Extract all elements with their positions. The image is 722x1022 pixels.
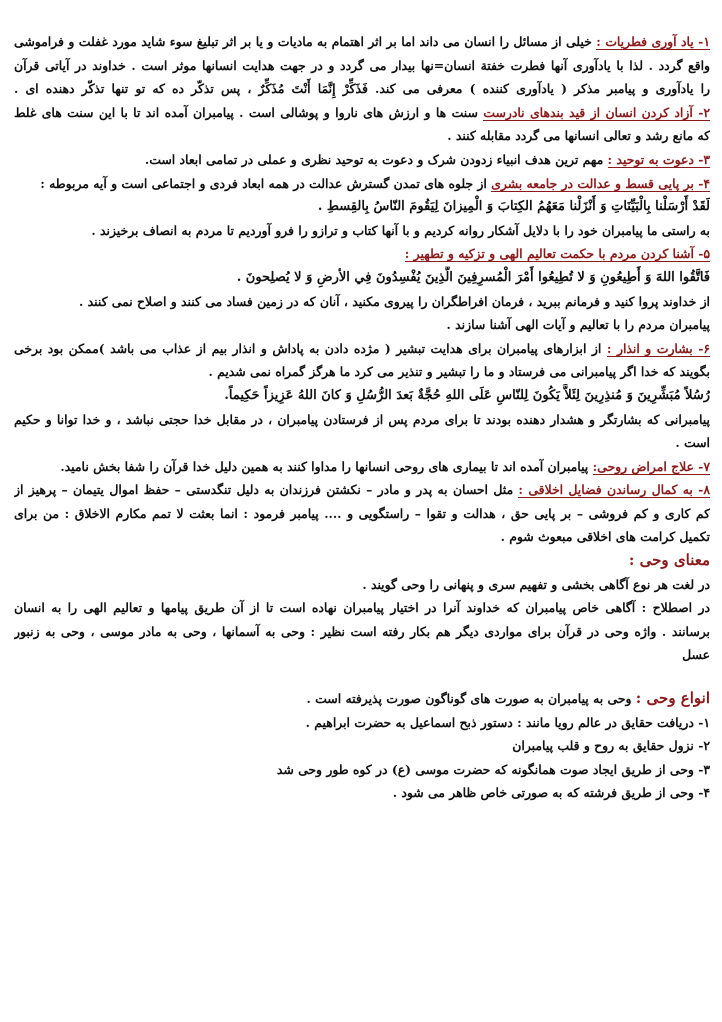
item-1-line-2: واقع گردد . لذا با یادآوری آنها فطرت خفتة انسان=نها بیدار می گردد و در جهت هدایت انسانها موثر است . خداوند در آیاتی قرآن <box>14 57 710 73</box>
meaning-heading: معنای وحی : <box>628 551 710 570</box>
item-7-line-1: ۷- علاج امراض روحی: پیامبران آمده اند تا بیماری های روحی انسانها را مداوا کنند به همین دلیل خدا قرآن را شفا بخش نامید. <box>60 458 710 474</box>
meaning-line-4: عسل <box>682 647 710 663</box>
item-5-line-3: پیامبران مردم را با تعالیم و آیات الهی آشنا سازند . <box>446 317 710 333</box>
item-6-line-5: است . <box>675 435 710 451</box>
item-8-line-3: تکمیل کرامت های اخلاقی مبعوث شوم . <box>500 529 710 545</box>
item-8-line-2: کم کاری و کم فروشی – بر پایی حق ، هدالت و تقوا – راستگویی و .... پیامبر فرمود : انما بعثت لا تمم مکارم الاخلاق : من برای <box>14 505 710 521</box>
item-7-title: ۷- علاج امراض روحی: <box>592 458 710 474</box>
item-5-verse: فَاتَّقُوا اللهَ وَ أَطِيعُونِ وَ لا تُطِيعُوا أَمْرَ الْمُسرِفِينَ الَّذِينَ يُفْسِدُونَ فِي الأرضِ وَ لا يُصلِحونَ . <box>236 269 710 285</box>
item-2-title: ۲- آزاد کردن انسان از قید بندهای نادرست <box>483 104 710 120</box>
item-6-title: ۶- بشارت و انذار : <box>606 340 710 356</box>
types-heading: انواع وحی : <box>635 689 710 708</box>
item-6-line-1: ۶- بشارت و انذار : از ابزارهای پیامبران برای هدایت تبشیر ( مژده دادن به پاداش و انذار بیم از عذاب می باشد )ممکن بود برخی <box>14 340 710 356</box>
types-heading-line <box>14 687 710 711</box>
item-4-line-1: ۴- بر پایی قسط و عدالت در جامعه بشری از جلوه های تمدن گسترش عدالت در همه ابعاد فردی و اجتماعی است و آیه مربوطه : <box>40 175 710 191</box>
types-line-3: ۳- وحی از طریق ایجاد صوت همانگونه که حضرت موسی (ع) در کوه طور وحی شد <box>276 761 710 777</box>
item-2-line-2: که مانع رشد و تعالی انسانها می گردد مقابله کنند . <box>447 128 710 144</box>
item-8-title: ۸- به کمال رساندن فضایل اخلاقی : <box>518 482 710 498</box>
types-line-1: ۱- دریافت حقایق در عالم رویا مانند : دستور ذبح اسماعیل به حضرت ابراهیم . <box>305 714 710 730</box>
item-2-line-1: ۲- آزاد کردن انسان از قید بندهای نادرست سنت ها و ارزش های ناروا و پوشالی است . پیامبران آمده اند تا با این سنت های غلط <box>14 104 710 120</box>
item-4-translation: به راستی ما پیامبران خود را با دلایل آشکار روانه کردیم و با آنها کتاب و ترازو را فرو آوردیم تا مردم به انصاف برخیزند . <box>91 222 710 238</box>
item-3-line-1: ۳- دعوت به توحید : مهم ترین هدف انبیاء زدودن شرک و دعوت به توحید نظری و عملی در تمامی ابعاد است. <box>144 151 710 167</box>
item-1-line-1: ۱- یاد آوری فطریات : خیلی از مسائل را انسان می داند اما بر اثر اهتمام به ماديات و يا بر اثر تبليغ سوء شايد مورد غفلت و فراموشی <box>14 34 710 49</box>
item-6-translation: پیامبرانی که بشارتگر و هشدار دهنده بودند تا برای مردم پس از فرستادن پیامبران ، در مقابل خدا حجتی نباشد ، و خدا توانا و حکیم <box>14 411 710 427</box>
item-6-verse: رُسُلاً مُبَشِّرِينَ وَ مُنذِرِينَ لِئَلاَّ يَكُونَ لِلنّاسِ عَلَى اللهِ حُجَّةٌ بَعدَ الرُّسُلِ وَ كانَ اللهُ عَزِيزاً حَكِيماً. <box>224 387 710 403</box>
section-gap <box>14 667 710 687</box>
item-5-title-line <box>14 242 710 266</box>
meaning-line-2: در اصطلاح : آگاهی خاص پیامبران که خداوند آنرا در اختیار پیامبران نهاده است تا از آن طریق پیامها و تعالیم الهی را به انسان <box>14 600 710 616</box>
item-3-title: ۳- دعوت به توحید : <box>607 151 710 167</box>
types-line-2: ۲- نزول حقایق به روح و قلب پیامبران <box>512 738 710 754</box>
types-intro: وحی به پیامبران به صورت های گوناگون صورت پذیرفته است . <box>306 691 632 707</box>
item-4-title: ۴- بر پایی قسط و عدالت در جامعه بشری <box>491 175 710 191</box>
item-5-title: ۵- آشنا کردن مردم با حکمت تعالیم الهی و تزکیه و تطهیر : <box>404 246 710 262</box>
item-6-line-2: بگویند که خدا اگر پیامبرانی می فرستاد و ما را تبشیر و تنذیر می کرد ما هرگز گمراه نمی شدیم . <box>208 364 710 380</box>
meaning-line-3: برسانند . واژه وحی در قرآن برای مواردی دیگر هم بکار رفته است نظیر : وحی به آسمانها ، وحی به مادر موسی ، وحی به زنبور <box>14 623 710 639</box>
item-1-title: ۱- یاد آوری فطریات : <box>596 34 710 49</box>
types-line-4: ۴- وحی از طریق فرشته که به صورتی خاص ظاهر می شود . <box>392 785 710 801</box>
item-8-line-1: ۸- به کمال رساندن فضایل اخلاقی : مثل احسان به پدر و مادر – نکشتن فرزندان به دلیل تنگدستی – حفظ اموال یتیمان – پرهیز از <box>14 482 710 498</box>
meaning-line-1: در لغت هر نوع آگاهی بخشی و تفهیم سری و پنهانی را وحی گویند . <box>362 576 710 592</box>
item-5-translation: از خداوند پروا کنید و فرمانم ببرید ، فرمان افراطگران را پیروی مکنید ، آنان که در زمین فساد می کنند و اصلاح نمی کنند . <box>78 293 710 309</box>
item-1-line-3: را یادآوری و پیامبر مذکر ( یادآوری کننده ) معرفی می کند. فَذَكِّرْ إِنَّمَا أَنْتَ مُذَكِّرٌ ، پس تذکّر ده که تو تنها تذکّر دهنده ای . <box>14 81 710 97</box>
item-4-verse: لَقَدْ أَرْسَلْنا بِالْبَيِّنَاتِ وَ أَنْزَلْنا مَعَهُمُ الكِتابَ وَ الْمِيزانَ لِيَقُومَ النّاسُ بِالقِسطِ . <box>317 199 710 215</box>
